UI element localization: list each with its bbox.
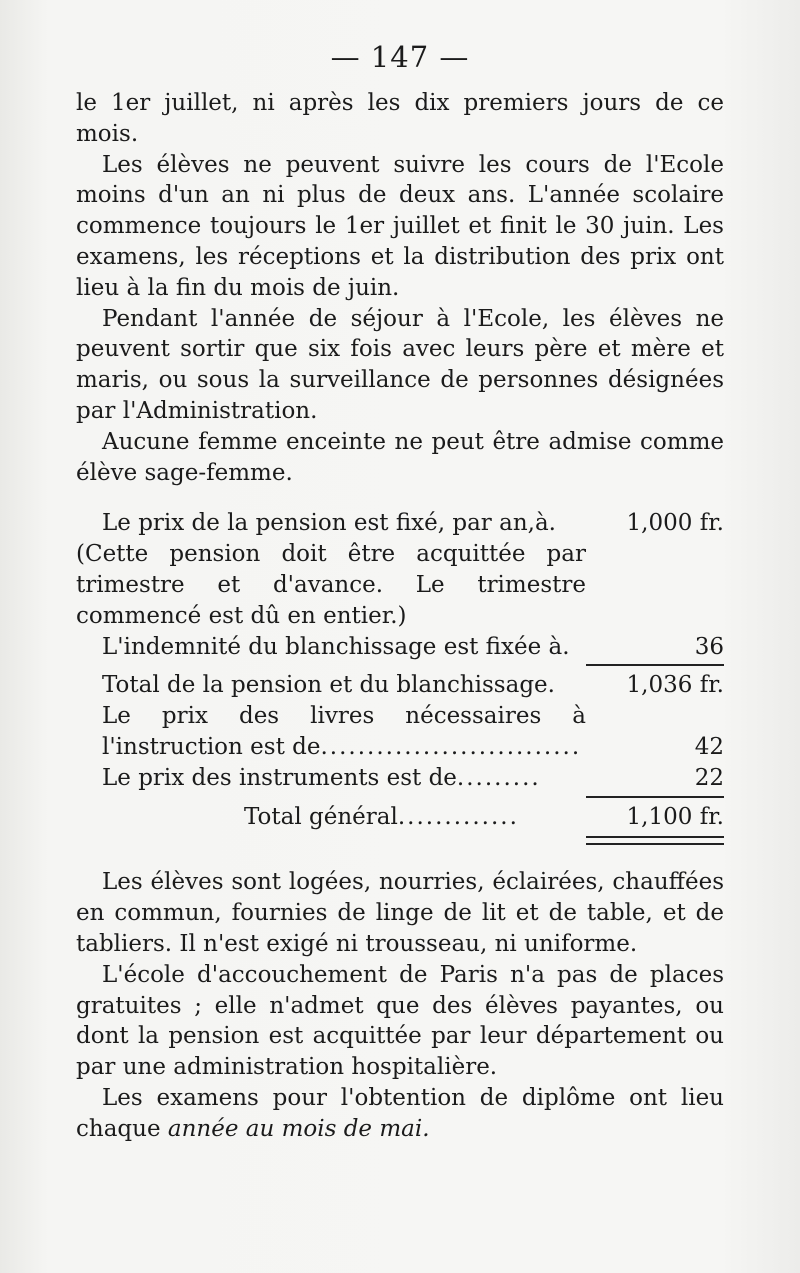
ledger-row-pension [76, 508, 724, 539]
exams-text: Les examens pour l'obtention de diplôme ont lieu chaque [76, 1084, 724, 1142]
ledger-row-laundry [76, 632, 724, 663]
pension-label: Le prix de la pension est fixé, par an,à. [102, 510, 556, 537]
instruments-amount: 22 [694, 764, 724, 791]
exams-italic-text: année au mois de mai. [167, 1115, 430, 1142]
paragraph-duration: Les élèves ne peuvent suivre les cours de l'Ecole moins d'un an ni plus de deux ans. L'année scolaire commence toujours le 1er juillet et finit le 30 juin. Les examens, les réceptions et la distribution des prix ont lieu à la fin du mois de juin. [76, 151, 724, 301]
fees-ledger [76, 508, 724, 845]
pension-amount: 1,000 fr. [626, 510, 724, 537]
paragraph-exams [76, 1083, 724, 1145]
ledger-row-note [76, 539, 724, 631]
grand-total-label: Total général [244, 803, 398, 830]
pension-note: (Cette pension doit être acquittée par trimestre et d'avance. Le trimestre commencé est dû en entier.) [76, 541, 586, 629]
paragraph-pregnancy: Aucune femme enceinte ne peut être admise comme élève sage-femme. [76, 428, 724, 486]
paragraph-outings: Pendant l'année de séjour à l'Ecole, les élèves ne peuvent sortir que six fois avec leurs père et mère et maris, ou sous la surveillance de personnes désignées par l'Administration. [76, 305, 724, 424]
books-label: Le prix des livres nécessaires à l'instruction est de [102, 703, 586, 760]
laundry-label: L'indemnité du blanchissage est fixée à. [102, 633, 570, 660]
grand-total-amount: 1,100 fr. [626, 803, 724, 830]
ledger-row-grand-total [76, 802, 724, 833]
books-leader-dots: ............................ [320, 733, 582, 760]
paragraph-continuation: le 1er juillet, ni après les dix premiers jours de ce mois. [76, 90, 724, 147]
subtotal-label: Total de la pension et du blanchissage. [102, 672, 555, 699]
laundry-amount: 36 [694, 633, 724, 660]
page-number: — 147 — [330, 40, 470, 74]
grand-total-double-rule [586, 836, 724, 845]
ledger-row-instruments [76, 763, 724, 794]
grand-total-leader-dots: ............. [397, 803, 519, 830]
books-amount: 42 [694, 733, 724, 760]
page-body [76, 88, 724, 1145]
subtotal-amount: 1,036 fr. [626, 672, 724, 699]
ledger-row-books [76, 701, 724, 763]
ledger-row-subtotal [76, 670, 724, 701]
total-rule [586, 796, 724, 798]
paragraph-lodging: Les élèves sont logées, nourries, éclairées, chauffées en commun, fournies de linge de lit et de table, et de tabliers. Il n'est exigé ni trousseau, ni uniforme. [76, 869, 724, 957]
subtotal-rule [586, 664, 724, 666]
instruments-label: Le prix des instruments est de [102, 764, 457, 791]
paragraph-paid-places: L'école d'accouchement de Paris n'a pas de places gratuites ; elle n'admet que des élèves payantes, ou dont la pension est acquittée par leur département ou par une administration hospitalière. [76, 961, 724, 1081]
instruments-leader-dots: ......... [456, 764, 541, 791]
